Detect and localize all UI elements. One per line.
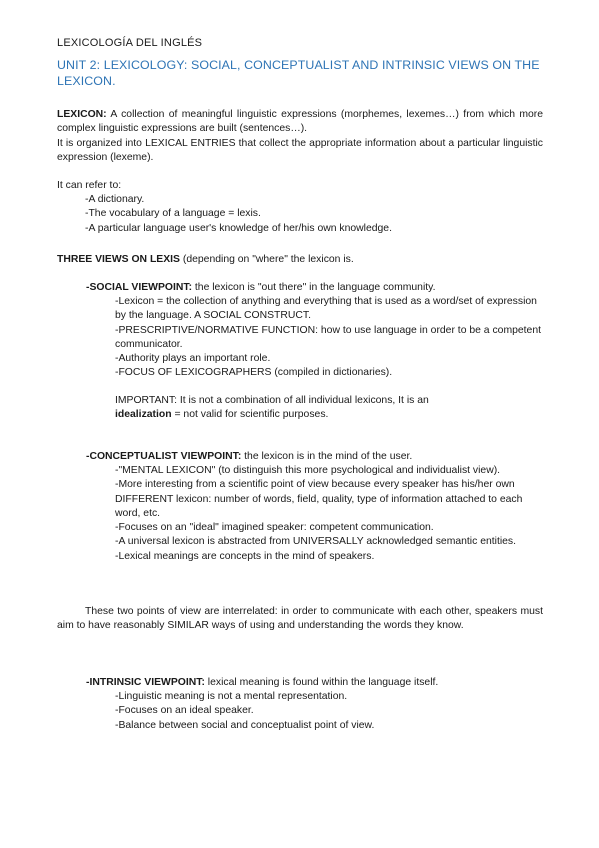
list-item: -Lexicon = the collection of anything and everything that is used as a word/set of expression by the language. A SOCIAL CONSTRUCT. — [115, 296, 537, 322]
important-text: IMPORTANT: It is not a combination of all individual lexicons, It is an — [115, 395, 429, 406]
conceptualist-text: the lexicon is in the mind of the user. — [241, 451, 413, 462]
list-item: -A universal lexicon is abstracted from UNIVERSALLY acknowledged semantic entities. — [115, 536, 516, 548]
refer-list — [85, 193, 543, 236]
conceptualist-heading — [86, 450, 544, 464]
conceptualist-term: -CONCEPTUALIST VIEWPOINT: — [86, 451, 242, 462]
list-item: -FOCUS OF LEXICOGRAPHERS (compiled in dictionaries). — [115, 367, 393, 379]
list-item: -Focuses on an "ideal" imagined speaker: competent communication. — [115, 522, 434, 534]
unit-title: UNIT 2: LEXICOLOGY: SOCIAL, CONCEPTUALIST AND INTRINSIC VIEWS ON THE LEXICON. — [57, 58, 540, 88]
lexicon-term: LEXICON: — [57, 109, 107, 120]
list-item: -Lexical meanings are concepts in the mind of speakers. — [115, 550, 375, 562]
social-term: -SOCIAL VIEWPOINT: — [86, 282, 193, 293]
conceptualist-list — [115, 464, 563, 564]
list-item: -"MENTAL LEXICON" (to distinguish this more psychological and individualist view). — [115, 465, 501, 476]
interrelated-paragraph: These two points of view are interrelated: in order to communicate with each other, speakers must aim to have reasonably SIMILAR ways of using and understanding the words they know. — [57, 606, 543, 632]
social-important — [115, 394, 515, 423]
list-item: -Focuses on an ideal speaker. — [115, 705, 254, 717]
social-text: the lexicon is "out there" in the language community. — [192, 282, 436, 293]
three-views-term: THREE VIEWS ON LEXIS — [57, 254, 180, 265]
idealization-term: idealization — [115, 409, 172, 421]
social-list — [115, 295, 543, 381]
intrinsic-term: -INTRINSIC VIEWPOINT: — [86, 677, 205, 688]
three-views-text: (depending on "where" the lexicon is. — [179, 254, 354, 265]
intrinsic-text: lexical meaning is found within the language itself. — [204, 677, 439, 688]
list-item: -A particular language user's knowledge of her/his own knowledge. — [85, 222, 392, 234]
lexicon-definition — [57, 108, 543, 137]
list-item: -Balance between social and conceptualist point of view. — [115, 719, 375, 731]
list-item: -Authority plays an important role. — [115, 353, 271, 365]
lexicon-organized: It is organized into LEXICAL ENTRIES that collect the appropriate information about a particular linguistic expression (lexeme). — [57, 138, 543, 164]
refer-intro: It can refer to: — [57, 180, 122, 191]
list-item: -PRESCRIPTIVE/NORMATIVE FUNCTION: how to use language in order to be a competent communicator. — [115, 324, 541, 350]
list-item: -The vocabulary of a language = lexis. — [85, 208, 261, 220]
social-heading — [86, 281, 544, 295]
list-item: -A dictionary. — [85, 194, 145, 205]
list-item: -More interesting from a scientific point of view because every speaker has his/her own DIFFERENT lexicon: number of words, field, quality, type of information attached to each word, etc. — [115, 479, 563, 519]
intrinsic-heading — [86, 676, 544, 690]
lexicon-definition-text: A collection of meaningful linguistic expressions (morphemes, lexemes…) from which more complex linguistic expressions are built (sentences…). — [57, 109, 543, 135]
list-item: -Linguistic meaning is not a mental representation. — [115, 691, 348, 702]
important-text-end: = not valid for scientific purposes. — [171, 409, 329, 421]
intrinsic-list — [115, 690, 543, 733]
three-views-heading — [57, 253, 543, 267]
course-title: LEXICOLOGÍA DEL INGLÉS — [57, 37, 203, 49]
